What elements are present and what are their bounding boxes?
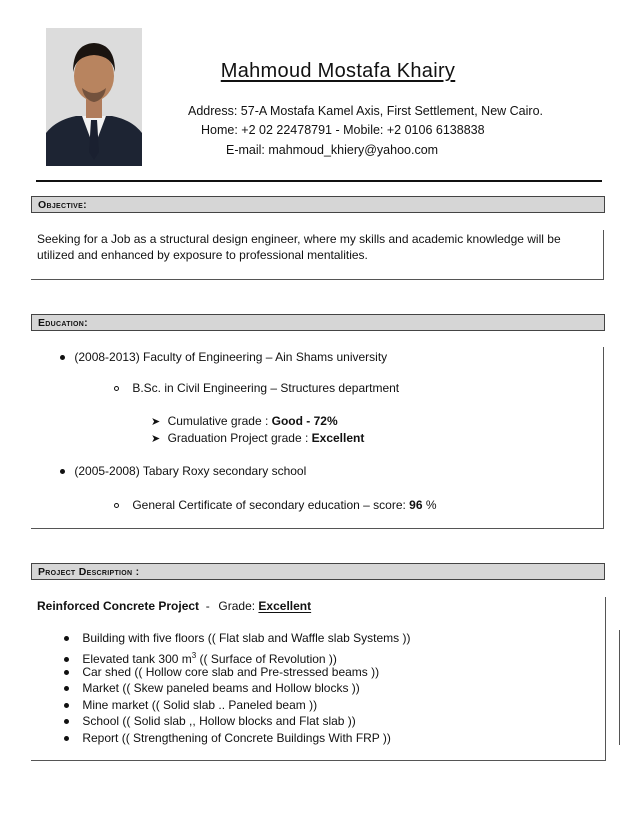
certificate-percent: %: [422, 498, 437, 512]
cumulative-grade-label: Cumulative grade :: [167, 414, 272, 428]
bullet-dot-icon: [64, 670, 69, 675]
project-item-5: Mine market (( Solid slab .. Paneled beam )): [82, 698, 318, 712]
project-item-2: Elevated tank 300 m: [82, 652, 192, 666]
project-section-header: [31, 563, 605, 580]
project-heading-row: [37, 598, 311, 615]
project-list-item: [64, 730, 391, 747]
education-item-1-sub: [114, 380, 399, 397]
project-list-item: [64, 630, 410, 647]
project-item-4: Market (( Skew paneled beams and Hollow blocks )): [82, 681, 360, 695]
project-grade-label: Grade:: [218, 599, 259, 613]
email-line: E-mail: mahmoud_khiery@yahoo.com: [226, 143, 439, 157]
phone-line: Home: +2 02 22478791 - Mobile: +2 0106 6138838: [201, 123, 485, 137]
bullet-dot-icon: [64, 686, 69, 691]
arrow-bullet-icon: ➤: [151, 433, 161, 445]
project-box-outer-right: [619, 630, 620, 745]
objective-section-header: [31, 196, 605, 213]
project-item-6: School (( Solid slab ,, Hollow blocks and Flat slab )): [82, 714, 356, 728]
project-item-1: Building with five floors (( Flat slab and Waffle slab Systems )): [82, 631, 411, 645]
bullet-dot-icon: [64, 736, 69, 741]
education-item-2-sub: [114, 497, 437, 514]
bullet-dot-icon: [64, 719, 69, 724]
project-item-2-sup: 3: [191, 651, 197, 660]
certificate-score: 96: [409, 498, 423, 512]
project-heading-sep: -: [199, 599, 217, 613]
bullet-dot-icon: [64, 657, 69, 662]
candidate-name-text: Mahmoud Mostafa Khairy: [220, 60, 456, 82]
bullet-circle-icon: [114, 386, 119, 391]
project-grade-label: Graduation Project grade :: [167, 431, 312, 445]
project-list-item: [64, 697, 317, 714]
project-grade-row: [151, 430, 364, 448]
bullet-circle-icon: [114, 503, 119, 508]
project-box-right: [605, 597, 606, 760]
bullet-dot-icon: [64, 703, 69, 708]
project-item-7: Report (( Strengthening of Concrete Buildings With FRP )): [82, 731, 391, 745]
certificate-text: General Certificate of secondary education – score:: [132, 498, 410, 512]
project-item-3: Car shed (( Hollow core slab and Pre-stressed beams )): [82, 665, 380, 679]
objective-line-1: Seeking for a Job as a structural design engineer, where my skills and academic knowledge will be: [37, 232, 561, 246]
education-item-2-text: (2005-2008) Tabary Roxy secondary school: [74, 464, 307, 478]
project-title: Project Description :: [38, 566, 140, 578]
address-line: Address: 57-A Mostafa Kamel Axis, First Settlement, New Cairo.: [188, 104, 543, 118]
education-item-1: [60, 349, 387, 366]
education-item-2: [60, 463, 306, 480]
bullet-dot-icon: [64, 636, 69, 641]
cumulative-grade-value: Good - 72%: [271, 414, 338, 428]
objective-line-2: utilized and enhanced by exposure to professional mentalities.: [37, 248, 368, 262]
profile-photo: [46, 28, 142, 166]
header-divider: [36, 180, 602, 182]
project-box-bottom: [31, 760, 606, 761]
candidate-name: [188, 60, 488, 83]
project-list-item: [64, 713, 356, 730]
education-box-right: [603, 347, 604, 529]
project-item-2-rest: (( Surface of Revolution )): [196, 652, 337, 666]
project-list-item: [64, 664, 379, 681]
education-title: Education:: [38, 317, 88, 329]
objective-box-right: [603, 230, 604, 279]
objective-box-bottom: [31, 279, 604, 280]
bullet-dot-icon: [60, 469, 65, 474]
education-section-header: [31, 314, 605, 331]
project-grade-value: Excellent: [311, 431, 365, 445]
degree-text: B.Sc. in Civil Engineering – Structures department: [132, 381, 400, 395]
education-box-bottom: [31, 528, 604, 529]
objective-title: Objective:: [38, 199, 87, 211]
project-grade-value: Excellent: [258, 599, 312, 613]
project-list-item: [64, 680, 360, 697]
project-heading: Reinforced Concrete Project: [37, 599, 200, 613]
cumulative-grade-row: [151, 413, 338, 431]
arrow-bullet-icon: ➤: [151, 416, 161, 428]
education-item-1-text: (2008-2013) Faculty of Engineering – Ain Shams university: [74, 350, 388, 364]
bullet-dot-icon: [60, 355, 65, 360]
